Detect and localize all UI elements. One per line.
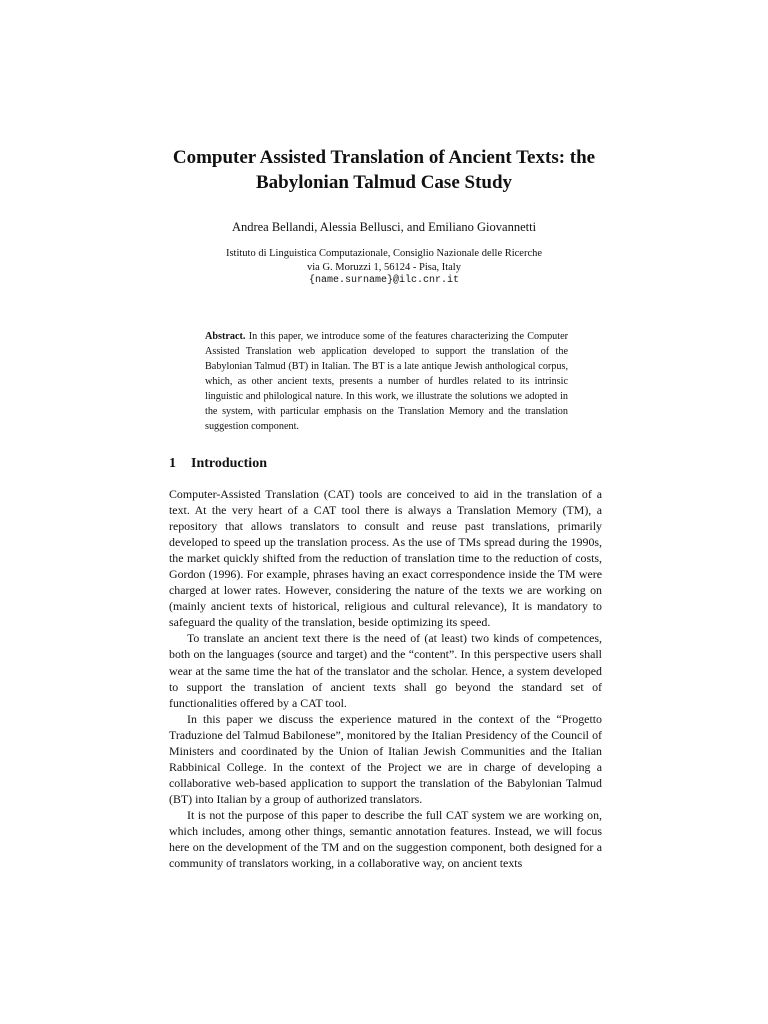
affiliation-address: via G. Moruzzi 1, 56124 - Pisa, Italy [307, 261, 461, 273]
title-line-1: Computer Assisted Translation of Ancient Texts: the [172, 147, 596, 168]
body-paragraph: Computer-Assisted Translation (CAT) tools are conceived to aid in the translation of a text. At the very heart of a CAT tool there is always a Translation Memory (TM), a repository that allows translators to consult and reuse past translations, primarily developed to speed up the translation process. As the use of TMs spread during the 1990s, the market quickly shifted from the reduction of translation time to the reduction of costs, Gordon (1996). For example, phrases having an exact correspondence inside the TM were charged at lower rates. However, considering the nature of the texts we are working on (mainly ancient texts of historical, religious and cultural relevance), It is mandatory to safeguard the quality of the translation, beside optimizing its speed. [169, 487, 602, 630]
affiliation-email: {name.surname}@ilc.cnr.it [308, 275, 460, 286]
affiliation-institute: Istituto di Linguistica Computazionale, Consiglio Nazionale delle Ricerche [225, 248, 543, 259]
title-line-2: Babylonian Talmud Case Study [255, 172, 513, 193]
abstract-text: In this paper, we introduce some of the features characterizing the Computer Assisted Translation web application developed to support the translation of the Babylonian Talmud (BT) in Italian. The BT is a late antique Jewish anthological corpus, which, as other ancient texts, presents a number of hurdles related to its intrinsic linguistic and philological nature. In this work, we illustrate the solutions we adopted in the system, with particular emphasis on the Translation Memory and the translation suggestion component. [205, 331, 569, 432]
body-paragraph: It is not the purpose of this paper to describe the full CAT system we are working on, which includes, among other things, semantic annotation features. Instead, we will focus here on the development of the TM and on the suggestion component, both designed for a community of translators working, in a collaborative way, on ancient texts [169, 807, 602, 871]
abstract-label: Abstract. [205, 331, 246, 342]
body-paragraph: In this paper we discuss the experience matured in the context of the “Progetto Traduzione del Talmud Babilonese”, monitored by the Italian Presidency of the Council of Ministers and coordinated by the Union of Italian Jewish Communities and the Italian Rabbinical College. In the context of the Project we are in charge of developing a collaborative web-based application to support the translation of the Babylonian Talmud (BT) into Italian by a group of authorized translators. [169, 711, 602, 806]
body-paragraph: To translate an ancient text there is the need of (at least) two kinds of competences, both on the languages (source and target) and the “content”. In this perspective users shall wear at the same time the hat of the translator and the scholar. Hence, a system developed to support the translation of ancient texts shall go beyond the standard set of functionalities offered by a CAT tool. [169, 631, 602, 710]
affiliation [120, 247, 648, 288]
abstract [205, 329, 568, 434]
section-title: Introduction [191, 456, 267, 471]
section-heading [169, 455, 267, 473]
author-list: Andrea Bellandi, Alessia Bellusci, and Emiliano Giovannetti [231, 220, 537, 234]
section-number: 1 [169, 456, 176, 471]
paper-title [120, 145, 648, 195]
body-text [169, 486, 602, 871]
